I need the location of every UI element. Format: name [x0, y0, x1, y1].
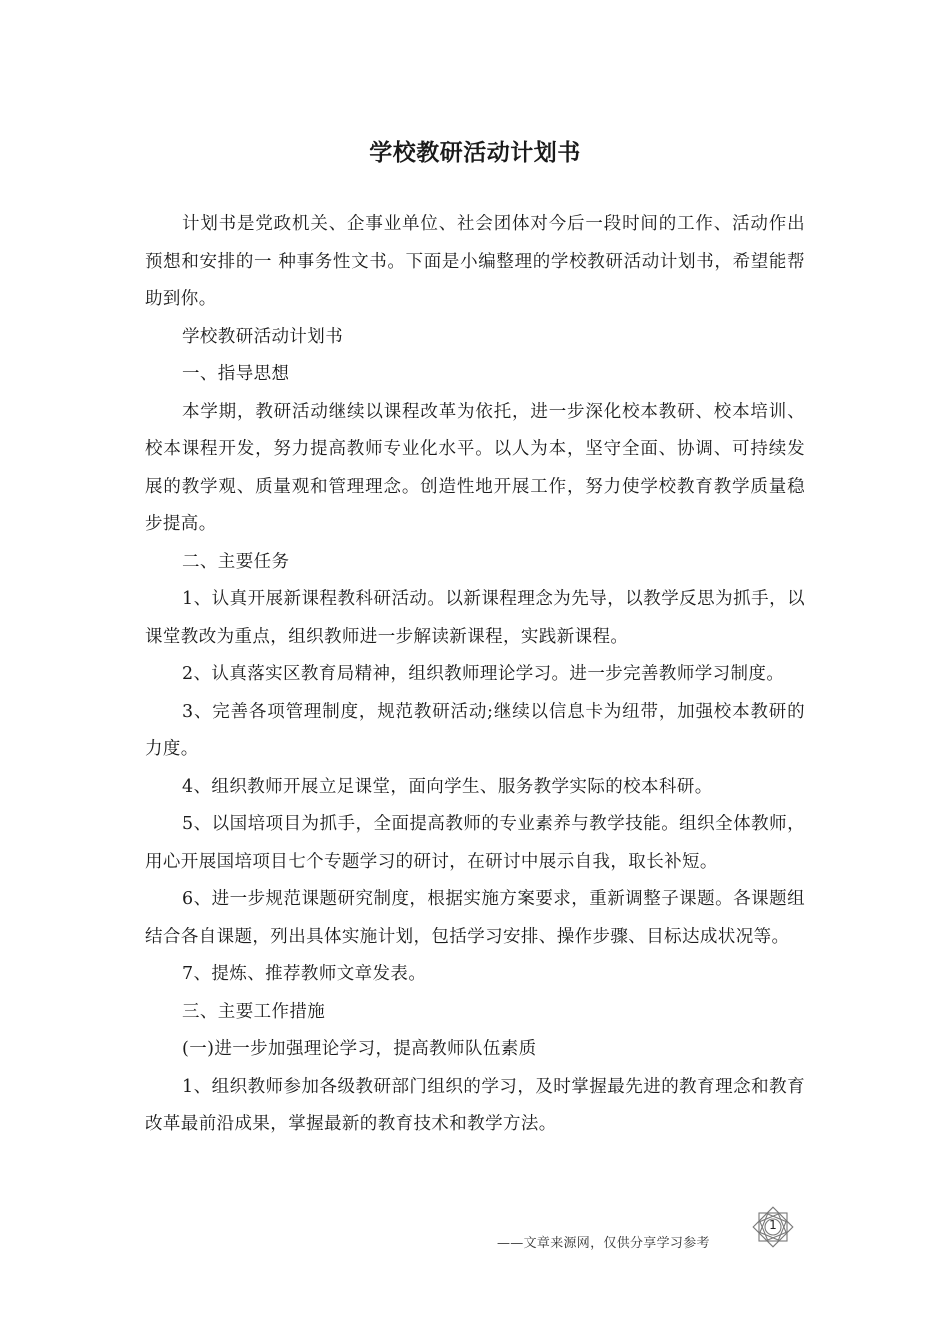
task-item-7: 7、提炼、推荐教师文章发表。 — [182, 964, 427, 984]
task-item-3: 3、完善各项管理制度，规范教研活动;继续以信息卡为纽带，加强校本教研的力度。 — [145, 701, 805, 759]
page-number-badge — [749, 1203, 797, 1251]
section-heading-guiding-thought: 一、指导思想 — [182, 364, 290, 384]
page-title: 学校教研活动计划书 — [369, 140, 581, 166]
intro-paragraph: 计划书是党政机关、企事业单位、社会团体对今后一段时间的工作、活动作出预想和安排的一 种事务性文书。下面是小编整理的学校教研活动计划书，希望能帮助到你。 — [145, 214, 805, 309]
subsection-heading-theory-study: (一)进一步加强理论学习，提高教师队伍素质 — [182, 1039, 537, 1059]
document-body — [145, 206, 805, 1144]
task-item-2: 2、认真落实区教育局精神，组织教师理论学习。进一步完善教师学习制度。 — [182, 664, 785, 684]
task-item-1: 1、认真开展新课程教科研活动。以新课程理念为先导，以教学反思为抓手，以课堂教改为重点，组织教师进一步解读新课程，实践新课程。 — [145, 589, 805, 647]
section-heading-measures: 三、主要工作措施 — [182, 1001, 326, 1022]
task-item-5: 5、以国培项目为抓手，全面提高教师的专业素养与教学技能。组织全体教师，用心开展国培项目七个专题学习的研讨，在研讨中展示自我，取长补短。 — [145, 814, 805, 872]
section-heading-main-tasks: 二、主要任务 — [182, 551, 290, 572]
guiding-thought-paragraph: 本学期，教研活动继续以课程改革为依托，进一步深化校本教研、校本培训、校本课程开发，努力提高教师专业化水平。以人为本，坚守全面、协调、可持续发展的教学观、质量观和管理理念。创造性地开展工作，努力使学校教育教学质量稳步提高。 — [145, 401, 805, 534]
task-item-6: 6、进一步规范课题研究制度，根据实施方案要求，重新调整子课题。各课题组结合各自课题，列出具体实施计划，包括学习安排、操作步骤、目标达成状况等。 — [145, 889, 805, 947]
page-number: 1 — [769, 1218, 777, 1232]
subtitle-line: 学校教研活动计划书 — [182, 326, 344, 347]
task-item-4: 4、组织教师开展立足课堂，面向学生、服务教学实际的校本科研。 — [182, 776, 713, 797]
measure-item-1: 1、组织教师参加各级教研部门组织的学习，及时掌握最先进的教育理念和教育改革最前沿成果，掌握最新的教育技术和教学方法。 — [145, 1076, 805, 1134]
footer-source-note: ——文章来源网，仅供分享学习参考 — [497, 1236, 710, 1251]
